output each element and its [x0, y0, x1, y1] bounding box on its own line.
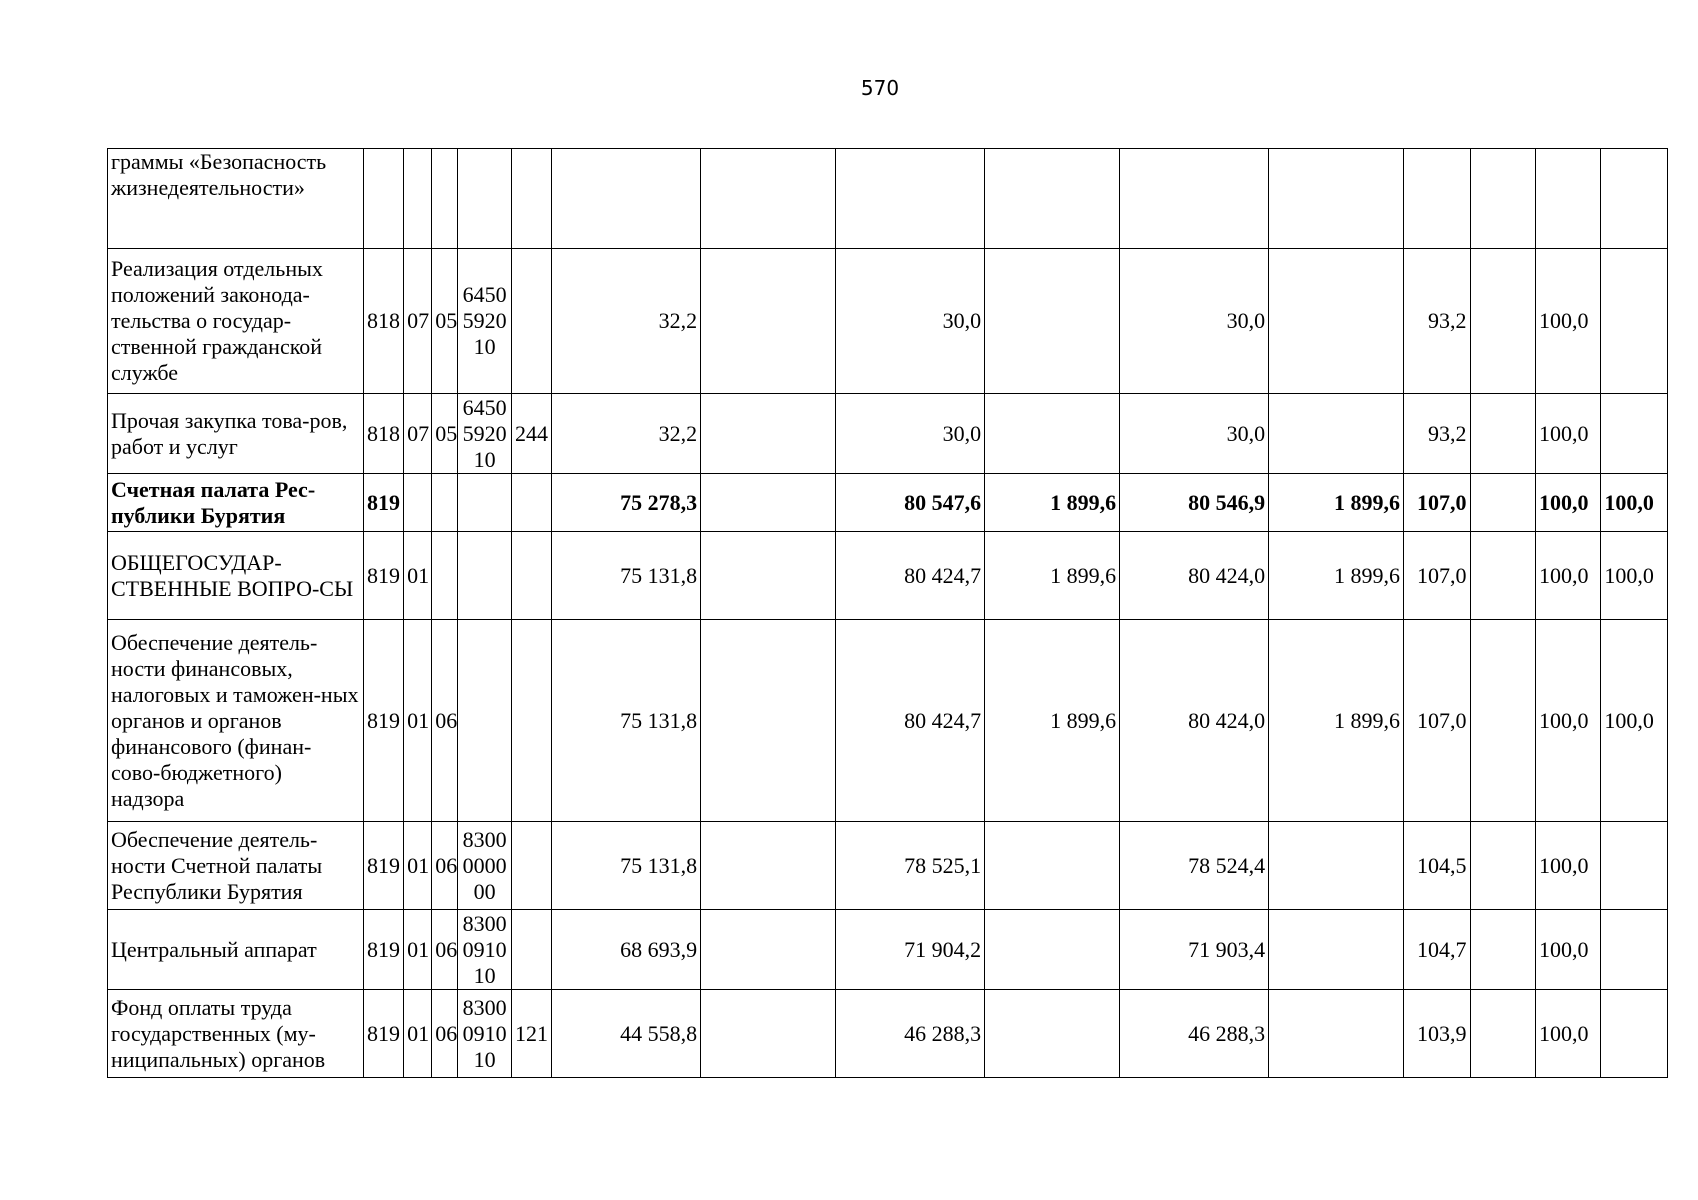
empty-cell: [701, 149, 836, 249]
value-cell-4: 46 288,3: [1120, 990, 1269, 1078]
row-name-cell: Центральный аппарат: [108, 910, 364, 990]
cs-code-cell: 6450 5920 10: [458, 394, 511, 474]
value-cell-1: 75 131,8: [552, 822, 701, 910]
value-cell-8: [1535, 149, 1600, 249]
empty-cell: [701, 990, 836, 1078]
pr-code-cell: 05: [432, 249, 458, 394]
value-cell-5: [1269, 249, 1404, 394]
value-cell-8: 100,0: [1535, 249, 1600, 394]
pr-code-cell: 06: [432, 620, 458, 822]
budget-table: [107, 148, 1668, 1078]
vr-code-cell: 244: [511, 394, 551, 474]
value-cell-8: 100,0: [1535, 910, 1600, 990]
pr-code-cell: [432, 532, 458, 620]
value-cell-4: 80 546,9: [1120, 474, 1269, 532]
empty-cell: [701, 394, 836, 474]
gr-code-cell: 819: [363, 990, 403, 1078]
rz-code-cell: 01: [404, 532, 432, 620]
value-cell-9: 100,0: [1601, 532, 1668, 620]
value-cell-5: [1269, 822, 1404, 910]
value-cell-6: 104,5: [1404, 822, 1470, 910]
value-cell-3: [985, 910, 1120, 990]
value-cell-1: 44 558,8: [552, 990, 701, 1078]
table-row: [108, 822, 1668, 910]
value-cell-4: 71 903,4: [1120, 910, 1269, 990]
page-number: 570: [860, 76, 900, 100]
value-cell-6: 107,0: [1404, 474, 1470, 532]
value-cell-5: 1 899,6: [1269, 620, 1404, 822]
vr-code-cell: [511, 532, 551, 620]
pr-code-cell: 06: [432, 990, 458, 1078]
value-cell-2: 71 904,2: [836, 910, 985, 990]
empty-cell: [701, 822, 836, 910]
value-cell-1: 75 278,3: [552, 474, 701, 532]
value-cell-9: 100,0: [1601, 474, 1668, 532]
value-cell-7: [1470, 532, 1535, 620]
pr-code-cell: 05: [432, 394, 458, 474]
row-name-cell: Прочая закупка това-ров, работ и услуг: [108, 394, 364, 474]
value-cell-1: 32,2: [552, 249, 701, 394]
vr-code-cell: [511, 910, 551, 990]
vr-code-cell: [511, 822, 551, 910]
empty-cell: [701, 532, 836, 620]
vr-code-cell: 121: [511, 990, 551, 1078]
value-cell-3: 1 899,6: [985, 532, 1120, 620]
pr-code-cell: [432, 474, 458, 532]
value-cell-4: 80 424,0: [1120, 620, 1269, 822]
empty-cell: [701, 910, 836, 990]
vr-code-cell: [511, 149, 551, 249]
table-row: [108, 149, 1668, 249]
value-cell-8: 100,0: [1535, 822, 1600, 910]
value-cell-9: 100,0: [1601, 620, 1668, 822]
value-cell-1: 75 131,8: [552, 532, 701, 620]
row-name-cell: Счетная палата Рес-публики Бурятия: [108, 474, 364, 532]
pr-code-cell: 06: [432, 822, 458, 910]
value-cell-3: 1 899,6: [985, 620, 1120, 822]
value-cell-2: 78 525,1: [836, 822, 985, 910]
gr-code-cell: 819: [363, 620, 403, 822]
value-cell-7: [1470, 910, 1535, 990]
value-cell-6: 107,0: [1404, 532, 1470, 620]
value-cell-2: 30,0: [836, 394, 985, 474]
cs-code-cell: 6450 5920 10: [458, 249, 511, 394]
value-cell-3: [985, 822, 1120, 910]
empty-cell: [701, 474, 836, 532]
vr-code-cell: [511, 249, 551, 394]
table-body: [108, 149, 1668, 1078]
value-cell-8: 100,0: [1535, 532, 1600, 620]
gr-code-cell: 819: [363, 822, 403, 910]
gr-code-cell: 819: [363, 474, 403, 532]
gr-code-cell: 819: [363, 910, 403, 990]
cs-code-cell: [458, 149, 511, 249]
value-cell-2: [836, 149, 985, 249]
value-cell-3: 1 899,6: [985, 474, 1120, 532]
value-cell-5: [1269, 990, 1404, 1078]
rz-code-cell: 01: [404, 990, 432, 1078]
value-cell-4: 80 424,0: [1120, 532, 1269, 620]
value-cell-1: 68 693,9: [552, 910, 701, 990]
value-cell-8: 100,0: [1535, 394, 1600, 474]
value-cell-6: 107,0: [1404, 620, 1470, 822]
value-cell-2: 80 424,7: [836, 532, 985, 620]
row-name-cell: ОБЩЕГОСУДАР-СТВЕННЫЕ ВОПРО-СЫ: [108, 532, 364, 620]
value-cell-9: [1601, 249, 1668, 394]
value-cell-7: [1470, 394, 1535, 474]
rz-code-cell: 01: [404, 822, 432, 910]
value-cell-1: 32,2: [552, 394, 701, 474]
gr-code-cell: 819: [363, 532, 403, 620]
value-cell-2: 80 547,6: [836, 474, 985, 532]
cs-code-cell: [458, 620, 511, 822]
value-cell-7: [1470, 990, 1535, 1078]
value-cell-6: 103,9: [1404, 990, 1470, 1078]
value-cell-1: 75 131,8: [552, 620, 701, 822]
value-cell-5: [1269, 910, 1404, 990]
value-cell-4: 30,0: [1120, 394, 1269, 474]
value-cell-6: 104,7: [1404, 910, 1470, 990]
value-cell-8: 100,0: [1535, 990, 1600, 1078]
value-cell-2: 80 424,7: [836, 620, 985, 822]
empty-cell: [701, 249, 836, 394]
rz-code-cell: 07: [404, 394, 432, 474]
value-cell-3: [985, 249, 1120, 394]
value-cell-3: [985, 394, 1120, 474]
rz-code-cell: 01: [404, 620, 432, 822]
value-cell-9: [1601, 149, 1668, 249]
value-cell-5: 1 899,6: [1269, 532, 1404, 620]
value-cell-7: [1470, 474, 1535, 532]
cs-code-cell: 8300 0910 10: [458, 990, 511, 1078]
empty-cell: [701, 620, 836, 822]
rz-code-cell: [404, 149, 432, 249]
value-cell-9: [1601, 910, 1668, 990]
vr-code-cell: [511, 474, 551, 532]
cs-code-cell: [458, 532, 511, 620]
row-name-cell: Реализация отдельных положений законода-тельства о государ-ственной гражданской службе: [108, 249, 364, 394]
value-cell-4: 30,0: [1120, 249, 1269, 394]
pr-code-cell: [432, 149, 458, 249]
value-cell-8: 100,0: [1535, 620, 1600, 822]
table-row: [108, 990, 1668, 1078]
value-cell-1: [552, 149, 701, 249]
table-row: [108, 910, 1668, 990]
value-cell-5: 1 899,6: [1269, 474, 1404, 532]
cs-code-cell: 8300 0910 10: [458, 910, 511, 990]
row-name-cell: Фонд оплаты труда государственных (му-ниципальных) органов: [108, 990, 364, 1078]
value-cell-5: [1269, 149, 1404, 249]
row-name-cell: Обеспечение деятель-ности финансовых, налоговых и таможен-ных органов и органов финансового (финан-сово-бюджетного) надзора: [108, 620, 364, 822]
value-cell-4: [1120, 149, 1269, 249]
value-cell-9: [1601, 822, 1668, 910]
value-cell-7: [1470, 149, 1535, 249]
table-row: [108, 394, 1668, 474]
value-cell-9: [1601, 394, 1668, 474]
value-cell-5: [1269, 394, 1404, 474]
table-row: [108, 249, 1668, 394]
value-cell-7: [1470, 620, 1535, 822]
vr-code-cell: [511, 620, 551, 822]
pr-code-cell: 06: [432, 910, 458, 990]
rz-code-cell: [404, 474, 432, 532]
value-cell-3: [985, 990, 1120, 1078]
row-name-cell: граммы «Безопасность жизнедеятельности»: [108, 149, 364, 249]
value-cell-4: 78 524,4: [1120, 822, 1269, 910]
cs-code-cell: 8300 0000 00: [458, 822, 511, 910]
value-cell-2: 30,0: [836, 249, 985, 394]
row-name-cell: Обеспечение деятель-ности Счетной палаты Республики Бурятия: [108, 822, 364, 910]
value-cell-6: 93,2: [1404, 394, 1470, 474]
value-cell-7: [1470, 249, 1535, 394]
table-row: [108, 620, 1668, 822]
value-cell-7: [1470, 822, 1535, 910]
rz-code-cell: 01: [404, 910, 432, 990]
value-cell-9: [1601, 990, 1668, 1078]
cs-code-cell: [458, 474, 511, 532]
value-cell-3: [985, 149, 1120, 249]
gr-code-cell: 818: [363, 249, 403, 394]
rz-code-cell: 07: [404, 249, 432, 394]
table-row: [108, 474, 1668, 532]
gr-code-cell: 818: [363, 394, 403, 474]
table-row: [108, 532, 1668, 620]
value-cell-6: 93,2: [1404, 249, 1470, 394]
value-cell-6: [1404, 149, 1470, 249]
gr-code-cell: [363, 149, 403, 249]
value-cell-2: 46 288,3: [836, 990, 985, 1078]
value-cell-8: 100,0: [1535, 474, 1600, 532]
